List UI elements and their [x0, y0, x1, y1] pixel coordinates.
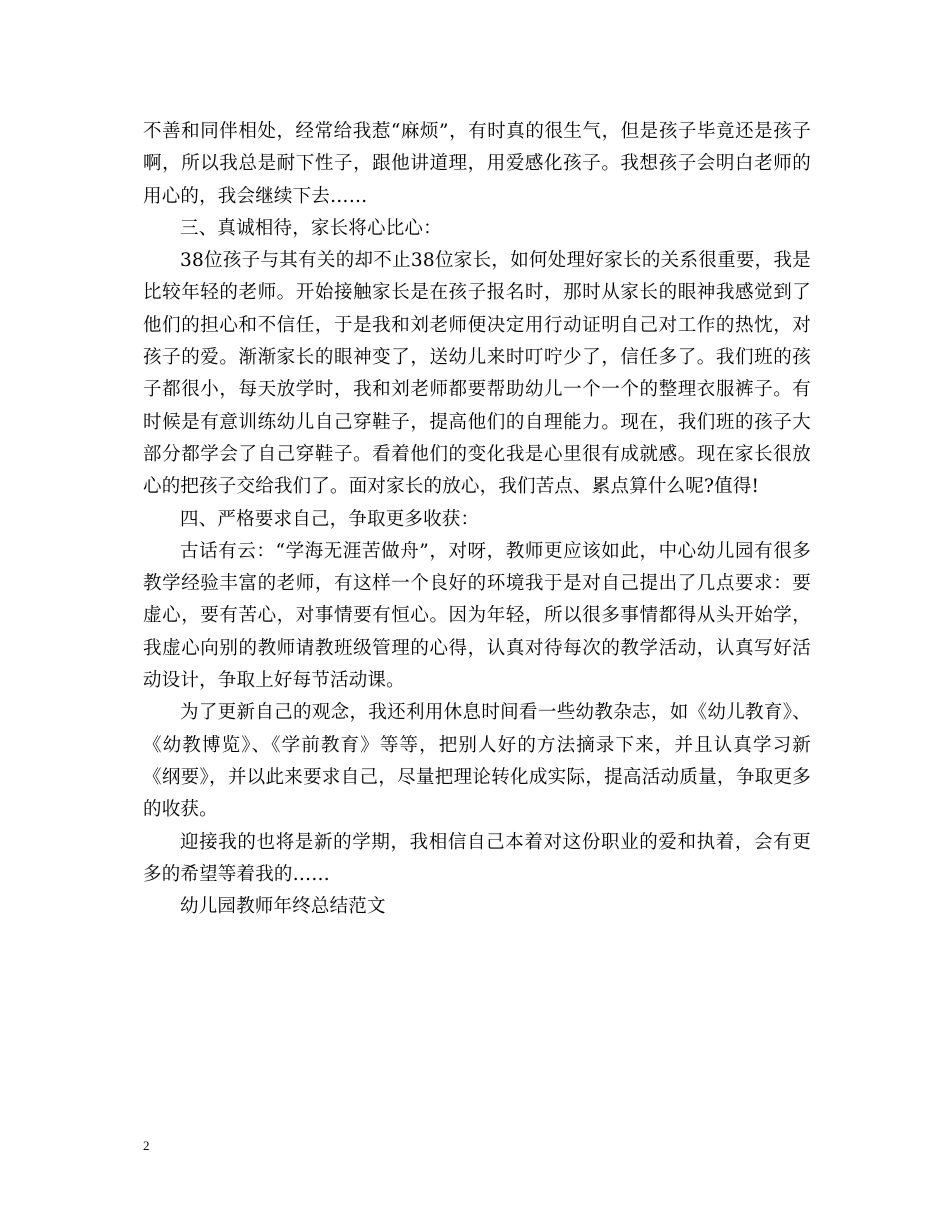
- paragraph-new-semester: 迎接我的也将是新的学期，我相信自己本着对这份职业的爱和执着，会有更多的希望等着我的……: [143, 831, 811, 885]
- paragraph-study: 为了更新自己的观念，我还利用休息时间看一些幼教杂志，如《幼儿教育》、《幼教博览》、《学前教育》等等，把别人好的方法摘录下来，并且认真学习新《纲要》，并以此来要求自己，尽量把理论转化成实际，提高活动质量，争取更多的收获。: [143, 702, 811, 821]
- page-number: 2: [143, 1138, 150, 1153]
- paragraph-self-requirements: 古话有云：“学海无涯苦做舟”，对呀，教师更应该如此，中心幼儿园有很多教学经验丰富的老师，有这样一个良好的环境我于是对自己提出了几点要求：要虚心，要有苦心，对事情要有恒心。因为年轻，所以很多事情都得从头开始学，我虚心向别的教师请教班级管理的心得，认真对待每次的教学活动，认真写好活动设计，争取上好每节活动课。: [143, 540, 811, 692]
- paragraph-parents: 38位孩子与其有关的却不止38位家长，如何处理好家长的关系很重要，我是比较年轻的老师。开始接触家长是在孩子报名时，那时从家长的眼神我感觉到了他们的担心和不信任，于是我和刘老师便决定用行动证明自己对工作的热忱，对孩子的爱。渐渐家长的眼神变了，送幼儿来时叮咛少了，信任多了。我们班的孩子都很小，每天放学时，我和刘老师都要帮助幼儿一个一个的整理衣服裤子。有时候是有意训练幼儿自己穿鞋子，提高他们的自理能力。现在，我们班的孩子大部分都学会了自己穿鞋子。看着他们的变化我是心里很有成就感。现在家长很放心的把孩子交给我们了。面对家长的放心，我们苦点、累点算什么呢?值得!: [143, 250, 811, 498]
- paragraph-continuation: 不善和同伴相处，经常给我惹“麻烦”，有时真的很生气，但是孩子毕竟还是孩子啊，所以我总是耐下性子，跟他讲道理，用爱感化孩子。我想孩子会明白老师的用心的，我会继续下去……: [143, 121, 811, 207]
- document-subtitle: 幼儿园教师年终总结范文: [180, 896, 386, 918]
- section-heading-4: 四、严格要求自己，争取更多收获：: [180, 508, 480, 530]
- document-body: [143, 116, 811, 923]
- section-heading-3: 三、真诚相待，家长将心比心：: [180, 217, 442, 239]
